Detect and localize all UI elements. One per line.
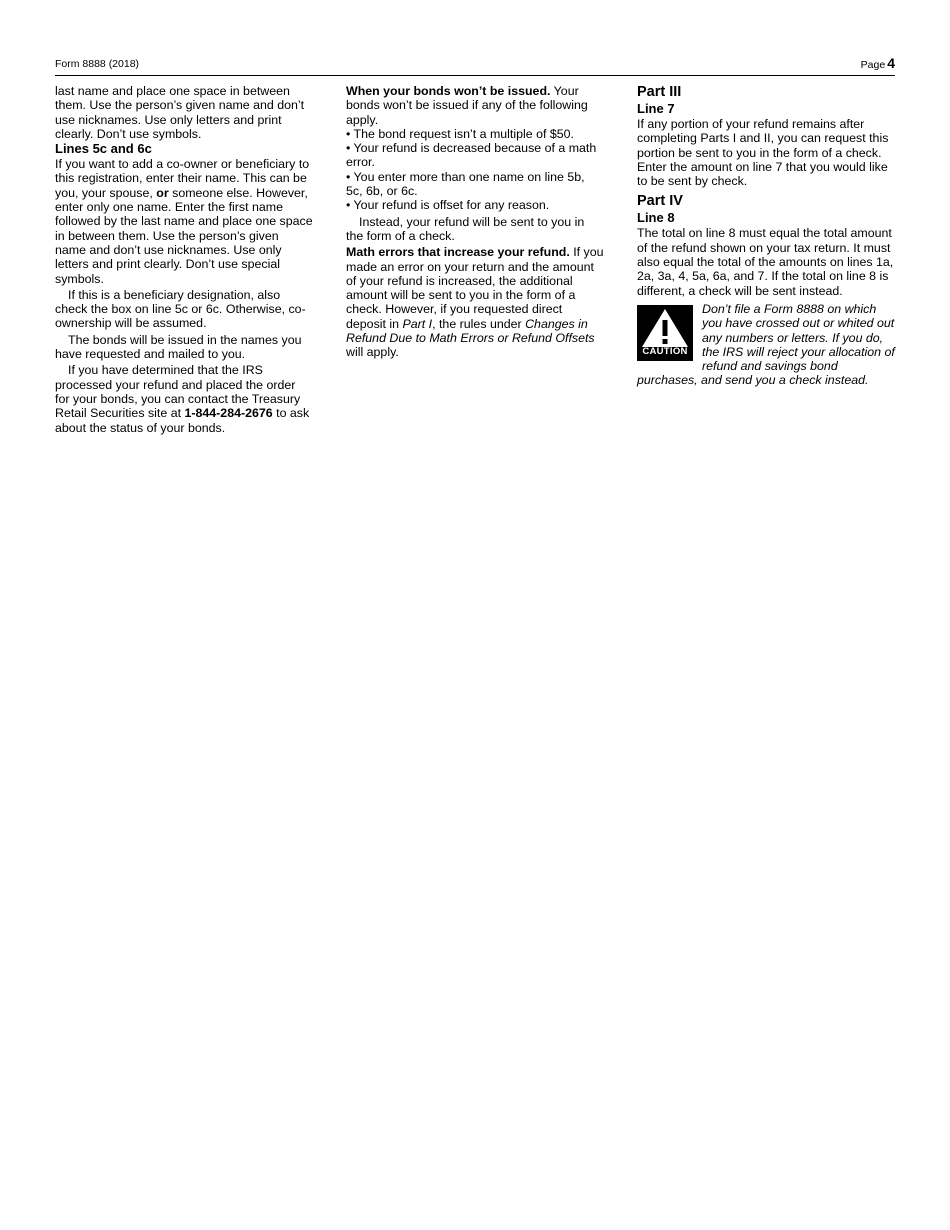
paragraph: If any portion of your refund remains after completing Parts I and II, you can request this portion be sent to you in the form of a check. Enter the amount on line 7 that you would like to be sent by check.: [637, 117, 889, 189]
caution-text: Don’t file a Form 8888 on which you have crossed out or whited out any numbers or letters. If you do, the IRS will reject your allocation of refund and savings bond purchases, and send you a check instead.: [637, 301, 895, 388]
column-2: [346, 84, 604, 360]
paragraph: When your bonds won’t be issued. Your bonds won’t be issued if any of the following apply.: [346, 84, 588, 127]
phone-number: 1-844-284-2676: [184, 406, 273, 421]
paragraph: The bonds will be issued in the names you have requested and mailed to you.: [55, 332, 302, 362]
section-heading-line-8: Line 8: [637, 210, 675, 226]
section-heading-part-4: Part IV: [637, 193, 683, 210]
bullet-item: • The bond request isn’t a multiple of $50.: [346, 126, 574, 141]
page-header: [55, 55, 895, 76]
column-3: [637, 84, 895, 388]
paragraph: If you want to add a co-owner or beneficiary to this registration, enter their name. This can be you, your spouse, or someone else. However, enter only one name. Enter the first name followed by the last name and place one space in between them. Use the person’s given name and don’t use nicknames. Use only letters and print clearly. Don’t use special symbols.: [55, 157, 313, 286]
caution-note: [637, 302, 895, 388]
section-heading-part-3: Part III: [637, 84, 682, 100]
paragraph: last name and place one space in between them. Use the person’s given name and don’t use nicknames. Use only letters and print clearly. Don’t use symbols.: [55, 84, 305, 141]
page-label: Page: [860, 59, 886, 71]
paragraph: If you have determined that the IRS processed your refund and placed the order for your bonds, you can contact the Treasury Retail Securities site at 1-844-284-2676 to ask about the status of your bonds.: [55, 363, 310, 435]
page-number: 4: [887, 55, 895, 71]
paragraph: The total on line 8 must equal the total amount of the refund shown on your tax return. It must also equal the total of the amounts on lines 1a, 2a, 3a, 4, 5a, 6a, and 7. If the total on line 8 is different, a check will be sent instead.: [637, 226, 894, 298]
bullet-item: • Your refund is decreased because of a math error.: [346, 141, 597, 170]
paragraph: Instead, your refund will be sent to you in the form of a check.: [346, 214, 585, 243]
column-1: [55, 84, 313, 435]
section-heading-line-7: Line 7: [637, 101, 675, 116]
caution-label: CAUTION: [642, 345, 688, 357]
paragraph: Math errors that increase your refund. If you made an error on your return and the amount of your refund is increased, the additional amount will be sent to you in the form of a check. However, if you requested direct deposit in Part I, the rules under Changes in Refund Due to Math Errors or Refund Offsets will apply.: [346, 245, 604, 360]
bullet-item: • Your refund is offset for any reason.: [346, 198, 550, 213]
paragraph: If this is a beneficiary designation, also check the box on line 5c or 6c. Otherwise, co-ownership will be assumed.: [55, 287, 306, 331]
caution-icon: [637, 305, 693, 361]
section-heading-lines-5c-6c: Lines 5c and 6c: [55, 141, 152, 157]
page-indicator: [861, 55, 895, 71]
form-label: Form 8888 (2018): [55, 58, 140, 70]
bullet-item: • You enter more than one name on line 5b, 5c, 6b, or 6c.: [346, 169, 585, 199]
